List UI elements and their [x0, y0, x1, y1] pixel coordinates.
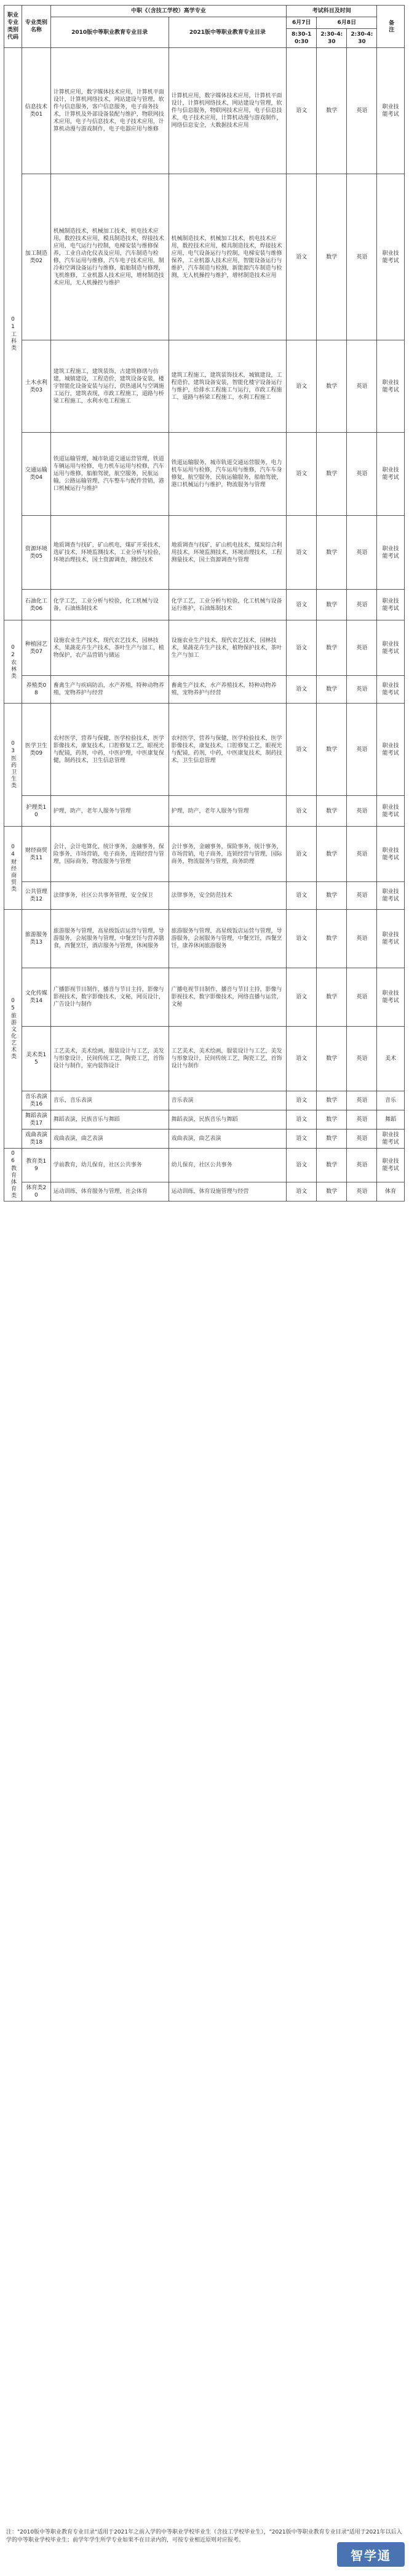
old-catalog-cell: 旅游服务与管理，高星级饭店运营与管理，导游服务，会展服务与管理，中餐烹饪与营养膳食，西餐烹饪，酒店服务与管理，休闲服务	[50, 910, 169, 968]
group-label: 02农林类	[9, 644, 16, 680]
subject-chinese-cell: 语文	[287, 340, 317, 433]
subject-english-cell: 英语	[347, 620, 377, 676]
subject-chinese-cell: 语文	[287, 704, 317, 796]
table-row	[4, 882, 405, 910]
table-row	[4, 968, 405, 1027]
note-cell: 职业技能考试	[377, 1130, 405, 1149]
new-catalog-cell: 计算机应用，数字媒体技术应用，计算机平面设计，计算机网络技术，网站建设与管理，软件与信息服务，物联网技术应用，电子信息技术，电子技术应用，计算机动漫与游戏制作，网络信息安全，大数据技术应用	[169, 48, 287, 174]
table-row	[4, 827, 405, 882]
note-cell: 体育	[377, 1182, 405, 1202]
table-row	[4, 1149, 405, 1182]
table-row	[4, 340, 405, 433]
subject-math-cell: 数学	[317, 1130, 347, 1149]
category-cell: 舞蹈表演类17	[22, 1110, 50, 1130]
note-cell: 职业技能考试	[377, 827, 405, 882]
category-cell: 文化传媒类14	[22, 968, 50, 1027]
note-cell: 职业技能考试	[377, 704, 405, 796]
old-catalog-cell: 计算机应用，数字媒体技术应用，计算机平面设计，计算机网络技术，网站建设与管理，软件与信息服务，客户信息服务，电子商务技术，计算机及外部设备装配与维护，物联网技术应用，电子与信息技术，电子技术应用，计算机动漫与游戏制作，电子电器应用与维修	[50, 48, 169, 174]
old-catalog-cell: 农村医学，营养与保健，医学检验技术，医学影像技术，康复技术，口腔修复工艺，眼视光与配镜，药剂，中药，中医护理，中医康复保健，制药技术，卫生信息管理	[50, 704, 169, 796]
table-row	[4, 174, 405, 340]
new-catalog-cell: 戏曲表演，曲艺表演	[169, 1130, 287, 1149]
old-catalog-cell: 学前教育，幼儿保育，社区公共事务	[50, 1149, 169, 1182]
subject-math-cell: 数学	[317, 1091, 347, 1110]
table-row	[4, 433, 405, 516]
subject-math-cell: 数学	[317, 910, 347, 968]
new-catalog-cell: 会计事务，金融事务，保险事务，统计事务，市场营销，电子商务，连锁经营与管理，国际商务，物流服务与管理，商务助理	[169, 827, 287, 882]
subject-english-cell: 英语	[347, 968, 377, 1027]
group-label: 04财经商贸类	[9, 843, 16, 893]
subject-math-cell: 数学	[317, 704, 347, 796]
note-cell: 职业技能考试	[377, 620, 405, 676]
subject-chinese-cell: 语文	[287, 1149, 317, 1182]
note-cell: 职业技能考试	[377, 174, 405, 340]
subject-math-cell: 数学	[317, 1182, 347, 1202]
old-catalog-cell: 建筑工程施工，建筑装饰，古建筑修缮与仿建，城镇建设，工程造价，建筑设备安装，楼宇智能化设备安装与运行，供热通风与空调施工运行，建筑表现，市政工程施工，道路与桥梁工程施工，水利水电工程施工	[50, 340, 169, 433]
group-cell	[4, 827, 22, 910]
table-row	[4, 620, 405, 676]
subject-english-cell: 英语	[347, 516, 377, 590]
category-cell: 财经商贸类11	[22, 827, 50, 882]
old-catalog-cell: 舞蹈表演，民族音乐与舞蹈	[50, 1110, 169, 1130]
subject-math-cell: 数学	[317, 827, 347, 882]
header-day2: 6月8日	[317, 17, 377, 29]
new-catalog-cell: 音乐表演	[169, 1091, 287, 1110]
old-catalog-cell: 会计，会计电算化，统计事务，金融事务，保险事务，市场营销，电子商务，连锁经营与管理，国际商务，物流服务与管理	[50, 827, 169, 882]
subject-math-cell: 数学	[317, 433, 347, 516]
subject-math-cell: 数学	[317, 676, 347, 704]
header-time-pm2: 2:30-4:30	[347, 29, 377, 48]
subject-chinese-cell: 语文	[287, 174, 317, 340]
new-catalog-cell: 机械制造技术，机械加工技术，机电技术应用，数控技术应用，模具制造技术，焊接技术应用，电气设备运行与控制，电梯安装与维修保养，工业机器人技术应用，智能设备运行与维护，汽车制造与检测，新能源汽车制造与检测，无人机操控与维护，增材制造技术应用	[169, 174, 287, 340]
subject-math-cell: 数学	[317, 590, 347, 620]
subject-chinese-cell: 语文	[287, 1091, 317, 1110]
old-catalog-cell: 畜禽生产与疾病防治，水产养殖，特种动物养殖，宠物养护与经营	[50, 676, 169, 704]
new-catalog-cell: 建筑工程施工，建筑装饰技术，城镇建设，工程造价，建筑设备安装，智能化楼宇设备运行与维护，给排水工程施工与运行，市政工程施工，道路与桥梁工程施工，水利工程施工	[169, 340, 287, 433]
subject-english-cell: 英语	[347, 704, 377, 796]
footer-note: 注："2010版中等职业教育专业目录"适用于2021年之前入学的中等职业学校毕业生（含技工学校毕业生），"2021版中等职业教育专业目录"适用于2021年以后入学的中等职业学校毕业生；前学年学生所学专业如果不在目录内的，可按专业相近原则对应报考。	[6, 2529, 402, 2543]
subject-chinese-cell: 语文	[287, 1182, 317, 1202]
table-row	[4, 48, 405, 174]
note-cell: 舞蹈	[377, 1110, 405, 1130]
header-group-code: 职业专业类别代码	[4, 6, 22, 48]
subject-chinese-cell: 语文	[287, 1027, 317, 1091]
group-cell	[4, 910, 22, 1149]
new-catalog-cell: 法律事务，安全防范技术	[169, 882, 287, 910]
old-catalog-cell: 护理，助产，老年人服务与管理	[50, 796, 169, 827]
table-body	[4, 48, 405, 1202]
watermark-logo	[337, 2542, 405, 2567]
table-row	[4, 1130, 405, 1149]
new-catalog-cell: 农村医学，营养与保健，医学检验技术，医学影像技术，康复技术，口腔修复工艺，眼视光与配镜，药剂，中药，中医康复技术，制药技术，卫生信息管理	[169, 704, 287, 796]
subject-chinese-cell: 语文	[287, 48, 317, 174]
header-title: 中职《（含技工学校）高学专业	[50, 6, 286, 17]
subject-chinese-cell: 语文	[287, 676, 317, 704]
category-cell: 护理类10	[22, 796, 50, 827]
subject-chinese-cell: 语文	[287, 590, 317, 620]
new-catalog-cell: 护理，助产，老年人服务与管理	[169, 796, 287, 827]
new-catalog-cell: 旅游服务与管理，高星级饭店运营与管理，导游服务，会展服务与管理，中餐烹饪，西餐烹饪，康养休闲旅游服务	[169, 910, 287, 968]
new-catalog-cell: 运动训练，体育设施管理与经营	[169, 1182, 287, 1202]
old-catalog-cell: 法律事务，社区公共事务管理，安全保卫	[50, 882, 169, 910]
subject-math-cell: 数学	[317, 516, 347, 590]
group-label: 05旅游文化艺术类	[9, 998, 16, 1060]
category-cell: 加工制造类02	[22, 174, 50, 340]
subject-math-cell: 数学	[317, 1110, 347, 1130]
header-time-pm1: 2:30-4:30	[317, 29, 347, 48]
subject-english-cell: 英语	[347, 1130, 377, 1149]
note-cell: 职业技能考试	[377, 910, 405, 968]
subject-chinese-cell: 语文	[287, 1110, 317, 1130]
subject-english-cell: 英语	[347, 1110, 377, 1130]
header-time-am: 8:30-10:30	[287, 29, 317, 48]
table-row	[4, 796, 405, 827]
new-catalog-cell: 工艺美术，美术绘画，服装设计与工艺，美发与形象设计，民间传统工艺，陶瓷工艺，首饰设计与制作	[169, 1027, 287, 1091]
subject-math-cell: 数学	[317, 1149, 347, 1182]
category-cell: 戏曲表演类18	[22, 1130, 50, 1149]
category-cell: 养殖类08	[22, 676, 50, 704]
note-cell: 音乐	[377, 1091, 405, 1110]
subject-chinese-cell: 语文	[287, 968, 317, 1027]
subject-chinese-cell: 语文	[287, 516, 317, 590]
category-cell: 旅游服务类13	[22, 910, 50, 968]
note-cell: 职业技能考试	[377, 796, 405, 827]
category-cell: 资源环境类05	[22, 516, 50, 590]
group-label: 03医药卫生类	[9, 740, 16, 789]
note-cell: 职业技能考试	[377, 48, 405, 174]
note-cell: 职业技能考试	[377, 590, 405, 620]
note-cell: 职业技能考试	[377, 516, 405, 590]
header-note: 备注	[377, 6, 405, 48]
old-catalog-cell: 音乐，音乐表演	[50, 1091, 169, 1110]
subject-english-cell: 英语	[347, 796, 377, 827]
subject-english-cell: 英语	[347, 910, 377, 968]
table-row	[4, 1091, 405, 1110]
subject-chinese-cell: 语文	[287, 796, 317, 827]
subject-math-cell: 数学	[317, 620, 347, 676]
subject-math-cell: 数学	[317, 968, 347, 1027]
table-row	[4, 676, 405, 704]
category-cell: 医学卫生类09	[22, 704, 50, 796]
note-cell: 职业技能考试	[377, 1149, 405, 1182]
header-new-catalog: 2021版中等职业教育专业目录	[169, 17, 287, 48]
table-header-row	[4, 6, 405, 17]
category-cell: 公共管理类12	[22, 882, 50, 910]
subject-math-cell: 数学	[317, 174, 347, 340]
old-catalog-cell: 广播影视节目制作，播音与节目主持，影像与影视技术，数字影像技术，文秘，网页设计，广告设计与制作	[50, 968, 169, 1027]
old-catalog-cell: 工艺美术，美术绘画，服装设计与工艺，美发与形象设计，民间传统工艺，陶瓷工艺，首饰设计与制作，室内装饰设计	[50, 1027, 169, 1091]
header-exam-time: 考试科目及时间	[287, 6, 377, 17]
subject-math-cell: 数学	[317, 796, 347, 827]
subject-chinese-cell: 语文	[287, 433, 317, 516]
category-cell: 石油化工类06	[22, 590, 50, 620]
subject-math-cell: 数学	[317, 1027, 347, 1091]
subject-english-cell: 英语	[347, 882, 377, 910]
table-row	[4, 590, 405, 620]
subject-english-cell: 英语	[347, 590, 377, 620]
category-cell: 美术类15	[22, 1027, 50, 1091]
group-cell	[4, 1149, 22, 1202]
subject-english-cell: 英语	[347, 433, 377, 516]
old-catalog-cell: 化学工艺，工业分析与检验，化工机械与设备，石油炼制技术	[50, 590, 169, 620]
subject-math-cell: 数学	[317, 48, 347, 174]
new-catalog-cell: 铁道运输服务，城市轨道交通运营服务，电力机车运用与检修，汽车运用与维修，汽车车身修复，航空服务，民航运输服务，船舶驾驶，港口机械运行与维护，物流服务与管理	[169, 433, 287, 516]
note-cell: 职业技能考试	[377, 340, 405, 433]
table-header-row	[4, 17, 405, 29]
old-catalog-cell: 铁道运输管理，城市轨道交通运营管理，铁道车辆运用与检修，电力机车运用与检修，汽车运用与维修，船舶驾驶，航空服务，民航运输，公路运输管理，汽车整车与配件营销，港口机械运行与维护	[50, 433, 169, 516]
header-day1: 6月7日	[287, 17, 317, 29]
note-cell: 职业技能考试	[377, 882, 405, 910]
group-cell	[4, 620, 22, 704]
subject-english-cell: 英语	[347, 340, 377, 433]
group-label: 06教育体育类	[9, 1150, 16, 1199]
old-catalog-cell: 设施农业生产技术，现代农艺技术，园林技术，果蔬花卉生产技术，茶叶生产与加工，植物保护，农产品营销与储运	[50, 620, 169, 676]
category-cell: 音乐表演类16	[22, 1091, 50, 1110]
new-catalog-cell: 舞蹈表演，民族音乐与舞蹈	[169, 1110, 287, 1130]
subject-chinese-cell: 语文	[287, 1130, 317, 1149]
new-catalog-cell: 设施农业生产技术，现代农艺技术，园林技术，果蔬花卉生产技术，植物保护技术，茶叶生产与加工	[169, 620, 287, 676]
new-catalog-cell: 幼儿保育，社区公共事务	[169, 1149, 287, 1182]
new-catalog-cell: 畜禽生产技术，水产养殖技术，特种动物养殖，宠物养护与经营	[169, 676, 287, 704]
old-catalog-cell: 地质调查与找矿，矿山机电，煤矿开采技术，选矿技术，环境监测技术，工业分析与检验，环境治理技术，国土资源调查，测绘技术	[50, 516, 169, 590]
watermark-text: 智学通	[351, 2548, 391, 2563]
subject-chinese-cell: 语文	[287, 882, 317, 910]
category-cell: 种植园艺类07	[22, 620, 50, 676]
subject-english-cell: 英语	[347, 48, 377, 174]
subject-english-cell: 英语	[347, 676, 377, 704]
category-cell: 体育类20	[22, 1182, 50, 1202]
note-cell: 职业技能考试	[377, 968, 405, 1027]
table-row	[4, 516, 405, 590]
subject-chinese-cell: 语文	[287, 620, 317, 676]
subject-chinese-cell: 语文	[287, 910, 317, 968]
old-catalog-cell: 机械制造技术，机械加工技术，机电技术应用，数控技术应用，模具制造技术，焊接技术应用，电气运行与控制，电梯安装与维修保养，工业自动化仪表及应用，汽车制造与检修，汽车运用与维修，汽车电子技术应用，制冷和空调设备运行与维修，船舶制造与修理，飞机维修，工业机器人技术应用，增材制造技术应用，无人机操控与维护	[50, 174, 169, 340]
subject-math-cell: 数学	[317, 340, 347, 433]
group-cell	[4, 704, 22, 827]
old-catalog-cell: 运动训练，体育服务与管理，社会体育	[50, 1182, 169, 1202]
header-old-catalog: 2010版中等职业教育专业目录	[50, 17, 169, 48]
table-row	[4, 1182, 405, 1202]
note-cell: 美术	[377, 1027, 405, 1091]
old-catalog-cell: 戏曲表演，曲艺表演	[50, 1130, 169, 1149]
subject-english-cell: 英语	[347, 1091, 377, 1110]
subject-english-cell: 英语	[347, 1149, 377, 1182]
table-row	[4, 910, 405, 968]
category-cell: 交通运输类04	[22, 433, 50, 516]
subject-math-cell: 数学	[317, 882, 347, 910]
group-label: 01工科类	[9, 316, 16, 351]
group-cell	[4, 48, 22, 620]
category-cell: 信息技术类01	[22, 48, 50, 174]
new-catalog-cell: 化学工艺，工业分析与检验，化工机械与设备运行维护，石油炼制技术	[169, 590, 287, 620]
subject-chinese-cell: 语文	[287, 827, 317, 882]
subject-english-cell: 英语	[347, 1027, 377, 1091]
new-catalog-cell: 广播电视节目制作，播音与节目主持，影像与影视技术，数字影像技术，网络直播与运营，文秘	[169, 968, 287, 1027]
table-row	[4, 704, 405, 796]
category-cell: 教育类19	[22, 1149, 50, 1182]
subject-english-cell: 英语	[347, 1182, 377, 1202]
new-catalog-cell: 地质调查与找矿，矿山机电技术，煤炭综合利用技术，环境监测技术，环境治理技术，工程测量技术，国土资源调查与管理	[169, 516, 287, 590]
header-category-name: 专业类别名称	[22, 6, 50, 48]
note-cell: 职业技能考试	[377, 433, 405, 516]
category-cell: 土木水利类03	[22, 340, 50, 433]
table-row	[4, 1110, 405, 1130]
note-cell: 职业技能考试	[377, 676, 405, 704]
exam-subject-table	[4, 5, 405, 1202]
table-row	[4, 1027, 405, 1091]
subject-english-cell: 英语	[347, 174, 377, 340]
subject-english-cell: 英语	[347, 827, 377, 882]
